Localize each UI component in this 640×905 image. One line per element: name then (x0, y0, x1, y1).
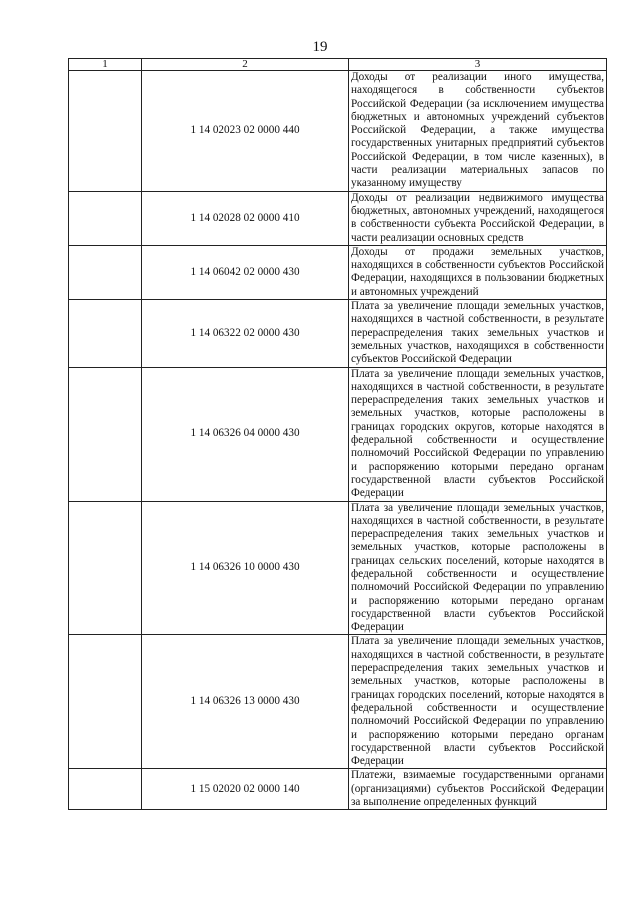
table-row (69, 300, 607, 367)
revenue-description-cell: Доходы от продажи земельных участков, находящихся в собственности субъектов Российской Федерации, находящихся в пользовании бюджетных и автономных учреждений (349, 245, 607, 299)
row-col1-cell (69, 769, 142, 810)
row-col1-cell (69, 635, 142, 769)
revenue-description-cell: Доходы от реализации недвижимого имущества бюджетных, автономных учреждений, находящегося в собственности субъекта Российской Федерации, в части реализации основных средств (349, 191, 607, 245)
revenue-code-cell: 1 14 02023 02 0000 440 (142, 71, 349, 192)
table-row (69, 367, 607, 501)
row-col1-cell (69, 501, 142, 635)
column-header-3: 3 (349, 59, 607, 71)
column-header-2: 2 (142, 59, 349, 71)
table-row (69, 635, 607, 769)
revenue-description-cell: Плата за увеличение площади земельных участков, находящихся в частной собственности, в результате перераспределения таких земельных участков и земельных участков, которые расположены в границах городских поселений, которые находятся в федеральной собственности и осуществление полномочий Российской Федерации по управлению и распоряжению которыми передано органам государственной власти субъектов Российской Федерации (349, 635, 607, 769)
revenue-description-cell: Плата за увеличение площади земельных участков, находящихся в частной собственности, в результате перераспределения таких земельных участков и земельных участков, находящихся в собственности субъектов Российской Федерации (349, 300, 607, 367)
revenue-code-cell: 1 14 06326 13 0000 430 (142, 635, 349, 769)
page-number: 19 (312, 39, 328, 55)
row-col1-cell (69, 367, 142, 501)
table-row (69, 245, 607, 299)
row-col1-cell (69, 191, 142, 245)
revenue-code-cell: 1 14 02028 02 0000 410 (142, 191, 349, 245)
revenue-description-cell: Плата за увеличение площади земельных участков, находящихся в частной собственности, в результате перераспределения таких земельных участков и земельных участков, которые расположены в границах сельских поселений, которые находятся в федеральной собственности и осуществление полномочий Российской Федерации по управлению и распоряжению которыми передано органам государственной власти субъектов Российской Федерации (349, 501, 607, 635)
revenue-code-cell: 1 14 06326 10 0000 430 (142, 501, 349, 635)
revenue-code-cell: 1 14 06042 02 0000 430 (142, 245, 349, 299)
table-row (69, 769, 607, 810)
row-col1-cell (69, 71, 142, 192)
revenue-code-cell: 1 14 06322 02 0000 430 (142, 300, 349, 367)
table-header-row (69, 59, 607, 71)
revenue-description-cell: Доходы от реализации иного имущества, находящегося в собственности субъектов Российской Федерации (за исключением имущества бюджетных и автономных учреждений субъектов Российской Федерации, а также имущества государственных унитарных предприятий субъектов Российской Федерации, в том числе казенных), в части реализации материальных запасов по указанному имуществу (349, 71, 607, 192)
table-row (69, 501, 607, 635)
column-header-1: 1 (69, 59, 142, 71)
revenue-codes-table (68, 58, 607, 810)
row-col1-cell (69, 300, 142, 367)
table-row (69, 191, 607, 245)
revenue-description-cell: Плата за увеличение площади земельных участков, находящихся в частной собственности, в результате перераспределения таких земельных участков и земельных участков, которые расположены в границах городских округов, которые находятся в федеральной собственности и осуществление полномочий Российской Федерации по управлению и распоряжению которыми передано органам государственной власти субъектов Российской Федерации (349, 367, 607, 501)
table-row (69, 71, 607, 192)
revenue-code-cell: 1 14 06326 04 0000 430 (142, 367, 349, 501)
revenue-code-cell: 1 15 02020 02 0000 140 (142, 769, 349, 810)
row-col1-cell (69, 245, 142, 299)
revenue-description-cell: Платежи, взимаемые государственными органами (организациями) субъектов Российской Федерации за выполнение определенных функций (349, 769, 607, 810)
